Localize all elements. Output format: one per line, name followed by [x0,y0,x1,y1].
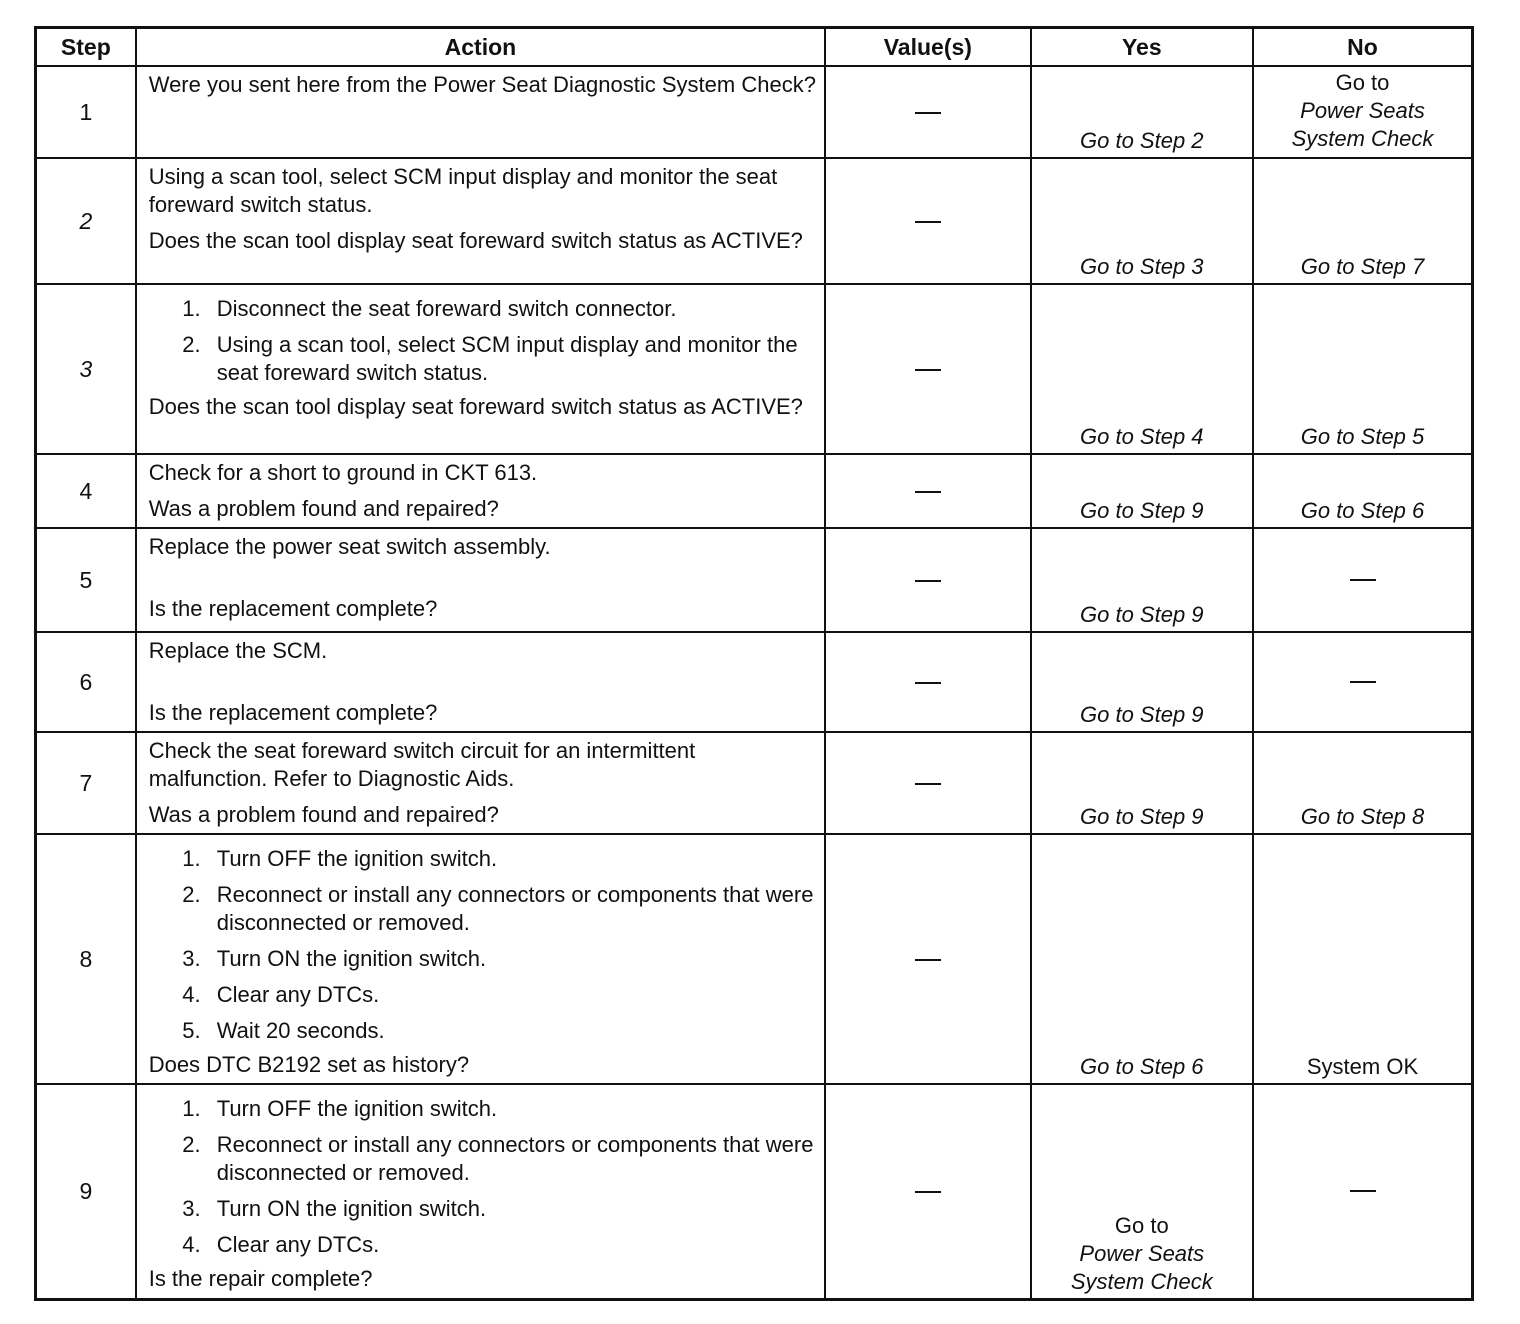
header-action: Action [136,28,825,67]
list-item: 3. Turn ON the ignition switch. [207,1195,816,1223]
list-item: 1. Turn OFF the ignition switch. [207,845,816,873]
action-question: Does DTC B2192 set as history? [148,1052,470,1077]
list-item: 2. Reconnect or install any connectors or components that were disconnected or removed. [207,881,816,937]
header-row [36,28,1473,67]
action-question: Is the replacement complete? [148,700,438,725]
step-number: 3 [36,284,136,454]
yes-cell [1031,284,1253,454]
step-number: 5 [36,528,136,632]
empty-value-dash [915,959,941,961]
list-item: 2. Reconnect or install any connectors or components that were disconnected or removed. [207,1131,816,1187]
header-yes: Yes [1031,28,1253,67]
yes-cell [1031,66,1253,158]
list-item: 4. Clear any DTCs. [207,981,816,1009]
list-item: 2. Using a scan tool, select SCM input display and monitor the seat foreward switch status. [207,331,816,387]
step-number: 9 [36,1084,136,1299]
diagnostic-table-sheet [34,26,1474,1297]
table-row-step-7 [36,732,1473,834]
procedure-list [149,1095,816,1259]
no-cell [1253,66,1472,158]
yes-cell [1031,1084,1253,1299]
table-row-step-4 [36,454,1473,528]
procedure-list [149,845,816,1045]
yes-text: Go to Step 9 [1080,498,1204,523]
empty-no-dash [1350,1190,1376,1192]
value-cell [825,834,1030,1084]
empty-no-dash [1350,579,1376,581]
empty-value-dash [915,112,941,114]
yes-text: Go to Step 9 [1080,602,1204,627]
yes-cell [1031,454,1253,528]
value-cell [825,1084,1030,1299]
action-cell [136,284,825,454]
yes-cell [1031,158,1253,284]
value-cell [825,528,1030,632]
table-row-step-5 [36,528,1473,632]
step-number: 6 [36,632,136,732]
empty-value-dash [915,682,941,684]
no-text: Go to Step 8 [1300,804,1425,829]
yes-text: Go to Step 9 [1080,702,1204,727]
no-text: Go to Step 6 [1300,498,1425,523]
action-cell [136,66,825,158]
empty-value-dash [915,1191,941,1193]
no-text: Go to Step 5 [1300,424,1425,449]
no-ref-title-1: Power Seats [1300,98,1425,123]
table-row-step-3 [36,284,1473,454]
empty-value-dash [915,783,941,785]
yes-text: Go to Step 9 [1080,804,1204,829]
list-item: 1. Disconnect the seat foreward switch connector. [207,295,816,323]
yes-ref-title-1: Power Seats [1079,1240,1205,1266]
header-values: Value(s) [825,28,1030,67]
diagnostic-table [34,26,1474,1301]
list-item: 1. Turn OFF the ignition switch. [207,1095,816,1123]
action-cell [136,732,825,834]
empty-no-dash [1350,681,1376,683]
empty-value-dash [915,580,941,582]
step-number: 2 [36,158,136,284]
no-cell [1253,732,1472,834]
yes-cell [1031,632,1253,732]
value-cell [825,632,1030,732]
header-no: No [1253,28,1472,67]
table-row-step-6 [36,632,1473,732]
value-cell [825,284,1030,454]
list-item: 4. Clear any DTCs. [207,1231,816,1259]
no-text: System OK [1306,1054,1419,1079]
action-cell [136,528,825,632]
step-number: 1 [36,66,136,158]
table-row-step-1 [36,66,1473,158]
no-cell [1253,158,1472,284]
yes-cell [1031,834,1253,1084]
list-item: 5. Wait 20 seconds. [207,1017,816,1045]
no-text: Go to Step 7 [1300,254,1425,279]
table-row-step-2 [36,158,1473,284]
no-ref-prefix: Go to [1335,70,1390,95]
action-question: Is the replacement complete? [148,596,438,621]
action-cell [136,454,825,528]
no-cell [1253,284,1472,454]
yes-text: Go to Step 2 [1080,128,1204,153]
action-text: Using a scan tool, select SCM input display and monitor the seat foreward switch status. [148,164,778,217]
action-cell [136,632,825,732]
action-text: Replace the power seat switch assembly. [148,534,551,559]
yes-text: Go to Step 4 [1080,424,1204,449]
value-cell [825,158,1030,284]
empty-value-dash [915,491,941,493]
no-ref-title-2: System Check [1291,126,1434,151]
value-cell [825,732,1030,834]
action-text: Were you sent here from the Power Seat Diagnostic System Check? [148,72,816,97]
action-text: Check the seat foreward switch circuit for an intermittent malfunction. Refer to Diagnostic Aids. [148,738,696,791]
table-row-step-9 [36,1084,1473,1299]
action-cell [136,834,825,1084]
no-cell [1253,632,1472,732]
yes-cell [1031,732,1253,834]
step-number: 4 [36,454,136,528]
no-cell [1253,1084,1472,1299]
yes-ref-title-2: System Check [1070,1268,1213,1294]
step-number: 7 [36,732,136,834]
action-cell [136,1084,825,1299]
empty-value-dash [915,221,941,223]
action-cell [136,158,825,284]
action-question: Was a problem found and repaired? [148,496,499,521]
value-cell [825,66,1030,158]
action-question: Is the repair complete? [148,1266,373,1291]
yes-text: Go to Step 3 [1080,254,1204,279]
action-text: Replace the SCM. [148,638,328,663]
yes-cell [1031,528,1253,632]
action-question: Does the scan tool display seat foreward switch status as ACTIVE? [148,394,803,419]
table-row-step-8 [36,834,1473,1084]
action-text: Check for a short to ground in CKT 613. [148,460,538,485]
no-cell [1253,528,1472,632]
yes-text: Go to Step 6 [1080,1054,1204,1079]
list-item: 3. Turn ON the ignition switch. [207,945,816,973]
no-cell [1253,454,1472,528]
procedure-list [149,295,816,387]
yes-ref-prefix: Go to [1114,1212,1169,1238]
header-step: Step [36,28,136,67]
step-number: 8 [36,834,136,1084]
value-cell [825,454,1030,528]
empty-value-dash [915,369,941,371]
action-question: Was a problem found and repaired? [148,802,499,827]
action-question: Does the scan tool display seat foreward switch status as ACTIVE? [148,228,803,253]
no-cell [1253,834,1472,1084]
